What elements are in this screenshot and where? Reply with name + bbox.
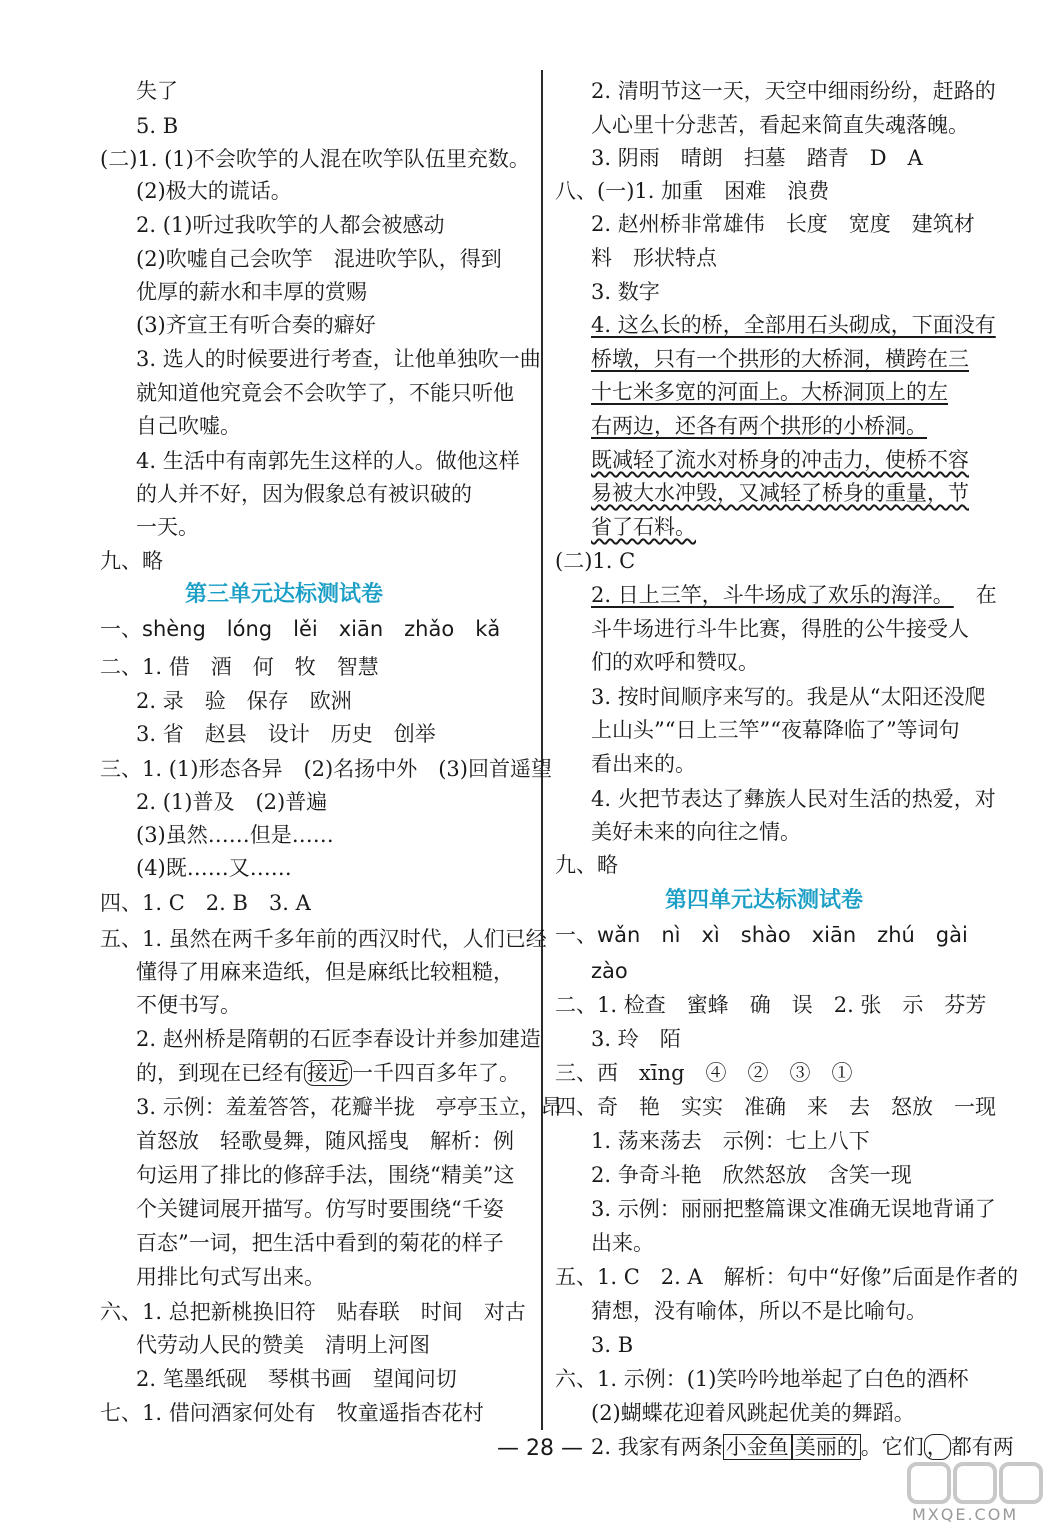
answer-text: 2. 我家有两条 [591, 1435, 723, 1459]
answer-line: 六、1. 示例：(1)笑吟吟地举起了白色的酒杯 [555, 1367, 969, 1391]
answer-line [136, 1060, 520, 1086]
answer-line: (3)虽然……但是…… [136, 823, 334, 847]
answer-line: 个关键词展开描写。仿写时要围绕“千姿 [136, 1197, 504, 1221]
answer-line: 五、1. 虽然在两千多年前的西汉时代，人们已经 [100, 927, 547, 951]
answer-line: 一天。 [136, 515, 199, 539]
answer-line: 自己吹嘘。 [136, 414, 241, 438]
answer-line: 2. (1)听过我吹竽的人都会被感动 [136, 213, 445, 237]
answer-line: 3. B [591, 1333, 634, 1357]
answer-line: 美好未来的向往之情。 [591, 820, 801, 844]
answer-line: 首怒放 轻歌曼舞，随风摇曳 解析：例 [136, 1129, 514, 1153]
answer-line: 九、略 [100, 549, 163, 573]
answer-line: 4. 火把节表达了彝族人民对生活的热爱，对 [591, 787, 996, 811]
answer-text: 一千四百多年了。 [352, 1061, 520, 1085]
answer-line: 2. 赵州桥是隋朝的石匠李春设计并参加建造 [136, 1027, 541, 1051]
unit3-title: 第三单元达标测试卷 [185, 582, 384, 607]
answer-line: 们的欢呼和赞叹。 [591, 650, 759, 674]
answer-line: (3)齐宣王有听合奏的癖好 [136, 313, 376, 337]
answer-line: 七、1. 借问酒家何处有 牧童遥指杏花村 [100, 1401, 484, 1425]
answer-line: 1. 荡来荡去 示例：七上八下 [591, 1129, 870, 1153]
answer-line: 句运用了排比的修辞手法，围绕“精美”这 [136, 1163, 515, 1187]
answer-line [591, 582, 997, 608]
answer-line: (2)极大的谎话。 [136, 179, 292, 203]
answer-line: 人心里十分悲苦，看起来简直失魂落魄。 [591, 113, 969, 137]
answer-line: 料 形状特点 [591, 246, 717, 270]
answer-line: 3. 按时间顺序来写的。我是从“太阳还没爬 [591, 685, 986, 709]
answer-line: 3. 省 赵县 设计 历史 创举 [136, 722, 436, 746]
answer-line: 2. (1)普及 (2)普遍 [136, 790, 328, 814]
answer-line: 不便书写。 [136, 993, 241, 1017]
answer-line: 看出来的。 [591, 752, 696, 776]
answer-line: 3. 示例：羞羞答答，花瓣半拢 亭亭玉立，昂 [136, 1095, 562, 1119]
answer-text: 的，到现在已经有 [136, 1061, 304, 1085]
circled-punctuation: ， [924, 1434, 951, 1460]
answer-line: 2. 争奇斗艳 欣然怒放 含笑一现 [591, 1163, 912, 1187]
answer-line: 3. 示例：丽丽把整篇课文准确无误地背诵了 [591, 1197, 996, 1221]
answer-line: 五、1. C 2. A 解析：句中“好像”后面是作者的 [555, 1265, 1019, 1289]
underlined-line: 桥墩，只有一个拱形的大桥洞，横跨在三 [591, 347, 969, 371]
underlined-line: 右两边，还各有两个拱形的小桥洞。 [591, 414, 927, 438]
answer-line: 四、1. C 2. B 3. A [100, 891, 311, 915]
corrected-word: 接近 [304, 1060, 352, 1086]
answer-line: (4)既……又…… [136, 856, 292, 880]
answer-line: 上山头”“日上三竿”“夜幕降临了”等词句 [591, 718, 960, 742]
pinyin-line: 一、wǎn nì xì shào xiān zhú gài [555, 923, 968, 947]
answer-text: 在 [975, 583, 997, 607]
answer-line: 百态”一词，把生活中看到的菊花的样子 [136, 1231, 504, 1255]
answer-line: (2)蝴蝶花迎着风跳起优美的舞蹈。 [591, 1401, 915, 1425]
page-number: — 28 — [497, 1436, 583, 1461]
answer-line: (二)1. C [555, 549, 636, 573]
answer-line: 3. 玲 陌 [591, 1027, 681, 1051]
answer-line: 二、1. 借 酒 何 牧 智慧 [100, 655, 379, 679]
unit4-title: 第四单元达标测试卷 [665, 888, 864, 913]
answer-line: 出来。 [591, 1231, 654, 1255]
answer-text: 都有两 [950, 1435, 1014, 1459]
answer-text: 。它们 [860, 1435, 924, 1459]
answer-line: 二、1. 检查 蜜蜂 确 误 2. 张 示 芬芳 [555, 993, 987, 1017]
pinyin-line: zào [591, 959, 628, 983]
answer-line [591, 1434, 1014, 1460]
boxed-word: 美丽的 [792, 1434, 861, 1460]
answer-line: 猜想，没有喻体，所以不是比喻句。 [591, 1299, 927, 1323]
answer-line: 八、(一)1. 加重 困难 浪费 [555, 179, 830, 203]
answer-line: 代劳动人民的赞美 清明上河图 [136, 1333, 430, 1357]
underlined-text: 2. 日上三竿，斗牛场成了欢乐的海洋。 [591, 583, 954, 607]
answer-line: 5. B [136, 114, 179, 138]
wavy-underlined-line: 既减轻了流水对桥身的冲击力，使桥不容 [591, 448, 969, 472]
column-divider [541, 70, 543, 1430]
answer-line: (二)1. (1)不会吹竽的人混在吹竽队伍里充数。 [100, 147, 530, 171]
underlined-line: 4. 这么长的桥，全部用石头砌成，下面没有 [591, 313, 996, 337]
answer-line: 的人并不好，因为假象总有被识破的 [136, 482, 472, 506]
answer-line: 懂得了用麻来造纸，但是麻纸比较粗糙， [136, 960, 514, 984]
underlined-line: 十七米多宽的河面上。大桥洞顶上的左 [591, 380, 948, 404]
answer-line: 2. 录 验 保存 欧洲 [136, 689, 352, 713]
answer-line: 六、1. 总把新桃换旧符 贴春联 时间 对古 [100, 1300, 526, 1324]
answer-line: 失了 [136, 79, 178, 103]
answer-line: 用排比句式写出来。 [136, 1265, 325, 1289]
answer-line: (2)吹嘘自己会吹竽 混进吹竽队，得到 [136, 247, 502, 271]
answer-line: 4. 生活中有南郭先生这样的人。做他这样 [136, 449, 520, 473]
boxed-word: 小金鱼 [723, 1434, 792, 1460]
answer-line: 九、略 [555, 853, 618, 877]
watermark-text: MXQE.COM [912, 1505, 1019, 1524]
answer-line: 四、奇 艳 实实 准确 来 去 怒放 一现 [555, 1095, 996, 1119]
answer-line: 斗牛场进行斗牛比赛，得胜的公牛接受人 [591, 617, 969, 641]
answer-line: 2. 赵州桥非常雄伟 长度 宽度 建筑材 [591, 212, 975, 236]
wavy-underlined-line: 易被大水冲毁，又减轻了桥身的重量，节 [591, 481, 969, 505]
wavy-underlined-line: 省了石料。 [591, 515, 696, 539]
answer-line: 2. 笔墨纸砚 琴棋书画 望闻问切 [136, 1367, 457, 1391]
answer-line: 就知道他究竟会不会吹竽了，不能只听他 [136, 381, 514, 405]
answer-line: 2. 清明节这一天，天空中细雨纷纷，赶路的 [591, 79, 996, 103]
pinyin-line: 一、shèng lóng lěi xiān zhǎo kǎ [100, 617, 501, 641]
answer-line: 3. 数字 [591, 280, 660, 304]
answer-line: 3. 阴雨 晴朗 扫墓 踏青 D A [591, 146, 923, 170]
answer-line: 3. 选人的时候要进行考查，让他单独吹一曲 [136, 347, 541, 371]
answer-line: 三、1. (1)形态各异 (2)名扬中外 (3)回首遥望 [100, 757, 552, 781]
answer-line: 优厚的薪水和丰厚的赏赐 [136, 280, 367, 304]
answer-line: 三、西 xīng ④ ② ③ ① [555, 1061, 853, 1085]
